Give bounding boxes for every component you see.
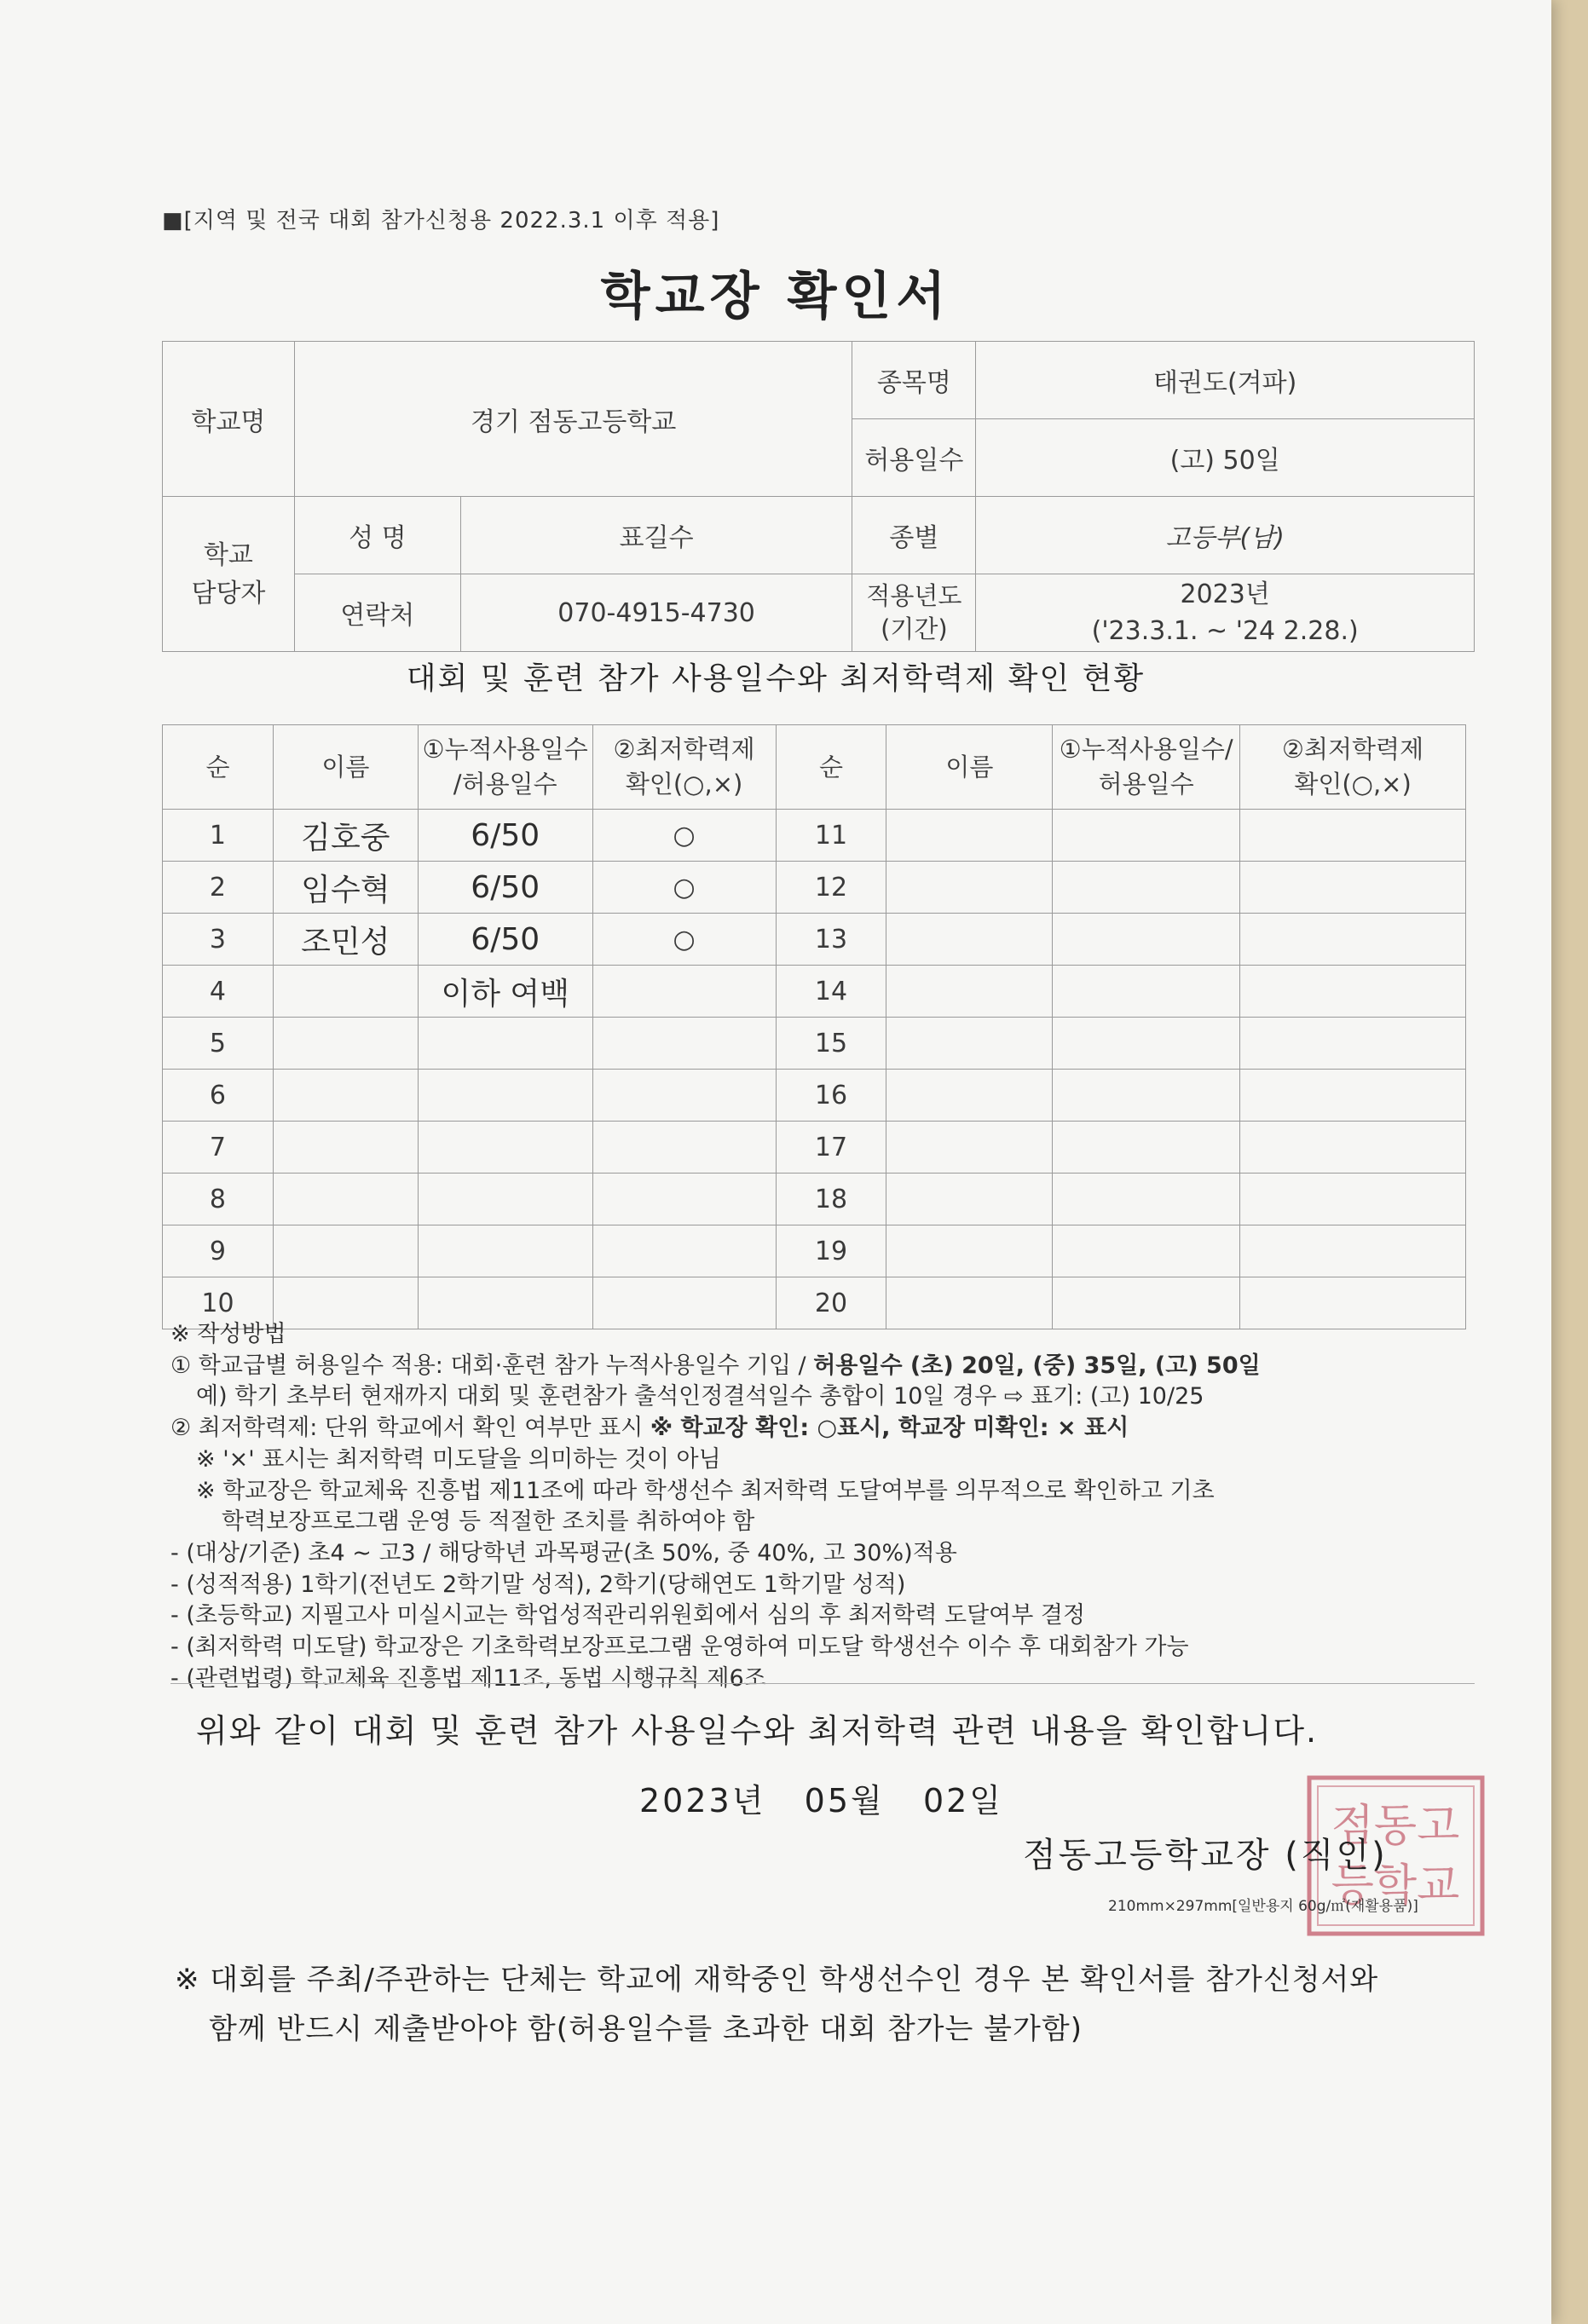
row-number: 14 [776,966,886,1018]
division-label: 종별 [852,497,976,574]
school-info-table [162,341,1475,652]
student-name [886,1174,1053,1225]
days-used [1053,1070,1240,1122]
division-value: 고등부(남) [976,497,1475,574]
row-number: 3 [163,914,274,966]
allowed-days-label: 허용일수 [852,419,976,497]
contact-value: 070-4915-4730 [460,574,852,652]
student-name [886,1018,1053,1070]
table-row [163,1174,1466,1225]
days-used [418,1174,592,1225]
days-used [418,1225,592,1277]
student-name [273,1225,418,1277]
student-name [273,1122,418,1174]
academic-check [1240,1018,1466,1070]
student-name [273,1174,418,1225]
page-title: 학교장 확인서 [600,267,951,326]
year-cell [976,574,1475,652]
svg-text:등학교: 등학교 [1331,1860,1460,1912]
row-number: 13 [776,914,886,966]
days-used [1053,966,1240,1018]
header-days: ①누적사용일수 /허용일수 [418,725,592,810]
days-used: 6/50 [418,862,592,914]
table-row [163,862,1466,914]
note-line: 학력보장프로그램 운영 등 적절한 조치를 취하여야 함 [222,1508,755,1536]
row-number: 9 [163,1225,274,1277]
student-name: 김호중 [273,810,418,862]
event-label: 종목명 [852,342,976,419]
student-name [886,1070,1053,1122]
academic-check [1240,966,1466,1018]
academic-check [1240,1225,1466,1277]
table-row [163,1225,1466,1277]
student-name: 조민성 [273,914,418,966]
student-name [273,1070,418,1122]
academic-check [1240,810,1466,862]
student-name [886,1225,1053,1277]
divider [170,1683,1475,1684]
note-line: - (관련법령) 학교체육 진흥법 제11조, 동법 시행규칙 제6조 [170,1664,766,1692]
contact-label: 연락처 [294,574,460,652]
note-text: ① 학교급별 허용일수 적용: 대회·훈련 참가 누적사용일수 기입 / [170,1352,814,1379]
row-number: 17 [776,1122,886,1174]
header-name: 이름 [273,725,418,810]
days-used: 6/50 [418,810,592,862]
note-emphasis: 허용일수 (초) 20일, (중) 35일, (고) 50일 [813,1352,1261,1379]
academic-check [592,1070,776,1122]
academic-check [1240,1070,1466,1122]
principal-signature: 점동고등학교장 (직인) [1023,1836,1388,1875]
student-name [886,966,1053,1018]
row-number: 5 [163,1018,274,1070]
manager-name-label: 성 명 [294,497,460,574]
days-used [418,1122,592,1174]
academic-check [592,1225,776,1277]
row-number: 15 [776,1018,886,1070]
header-name-right: 이름 [886,725,1053,810]
student-name [886,914,1053,966]
days-used [1053,862,1240,914]
allowed-days-value: (고) 50일 [976,419,1475,497]
note-line: ※ '×' 표시는 최저학력 미도달을 의미하는 것이 아님 [196,1445,721,1473]
row-number: 2 [163,862,274,914]
svg-text:점동고: 점동고 [1331,1801,1460,1852]
student-name [273,966,418,1018]
table-row [163,914,1466,966]
student-name [886,1122,1053,1174]
table-row [163,810,1466,862]
bottom-note [175,1956,1504,2055]
row-number: 11 [776,810,886,862]
header-days-right: ①누적사용일수/ 허용일수 [1053,725,1240,810]
days-used [1053,1018,1240,1070]
header-academic: ②최저학력제 확인(○,×) [592,725,776,810]
academic-check: ○ [592,914,776,966]
academic-check: ○ [592,810,776,862]
notes-heading: ※ 작성방법 [170,1321,286,1347]
roster-table [162,724,1466,1329]
note-line: 예) 학기 초부터 현재까지 대회 및 훈련참가 출석인정결석일수 총합이 10일 경우 ⇨ 표기: (고) 10/25 [196,1383,1204,1410]
row-number: 7 [163,1122,274,1174]
note-line [170,1413,1500,1445]
confirm-statement: 위와 같이 대회 및 훈련 참가 사용일수와 최저학력 관련 내용을 확인합니다. [196,1712,1319,1750]
table-row [163,1122,1466,1174]
header-no-right: 순 [776,725,886,810]
section-title: 대회 및 훈련 참가 사용일수와 최저학력제 확인 현황 [406,661,1146,696]
days-used: 이하 여백 [418,966,592,1018]
days-used [1053,810,1240,862]
academic-check [592,1122,776,1174]
academic-check [1240,1122,1466,1174]
note-text: ② 최저학력제: 단위 학교에서 확인 여부만 표시 [170,1415,650,1442]
row-number: 18 [776,1174,886,1225]
note-line: - (최저학력 미도달) 학교장은 기초학력보장프로그램 운영하여 미도달 학생선수 이수 후 대회참가 가능 [170,1634,1189,1661]
manager-name-value: 표길수 [460,497,852,574]
days-used [1053,914,1240,966]
period-value: ('23.3.1. ~ '24 2.28.) [1091,616,1359,646]
row-number: 12 [776,862,886,914]
student-name: 임수혁 [273,862,418,914]
school-name-label: 학교명 [163,342,295,497]
bottom-note-line: 함께 반드시 제출받아야 함(허용일수를 초과한 대회 참가는 불가함) [209,2011,1083,2046]
days-used [418,1070,592,1122]
confirm-date: 2023년 05월 02일 [639,1782,1004,1819]
academic-check [1240,862,1466,914]
note-line [170,1351,1500,1382]
row-number: 16 [776,1070,886,1122]
paper-spec: 210mm×297mm[일반용지 60g/㎡(재활용품)] [1108,1898,1418,1915]
days-used [1053,1174,1240,1225]
days-used [418,1018,592,1070]
days-used [1053,1225,1240,1277]
academic-check [1240,914,1466,966]
header-academic-right: ②최저학력제 확인(○,×) [1240,725,1466,810]
note-line: - (성적적용) 1학기(전년도 2학기말 성적), 2학기(당해연도 1학기말 성적) [170,1571,906,1598]
row-number: 20 [776,1277,886,1329]
event-value: 태권도(겨파) [976,342,1475,419]
academic-check: ○ [592,862,776,914]
year-label: 적용년도 (기간) [852,574,976,652]
student-name [273,1018,418,1070]
academic-check [1240,1174,1466,1225]
bottom-note-line: ※ 대회를 주최/주관하는 단체는 학교에 재학중인 학생선수인 경우 본 확인서를 참가신청서와 [175,1963,1379,1997]
roster-header-row [163,725,1466,810]
header-no: 순 [163,725,274,810]
row-number: 8 [163,1174,274,1225]
academic-check [592,1018,776,1070]
instructions [170,1319,1500,1695]
row-number: 19 [776,1225,886,1277]
row-number: 6 [163,1070,274,1122]
student-name [886,810,1053,862]
academic-check [592,966,776,1018]
note-line: - (대상/기준) 초4 ~ 고3 / 해당학년 과목평균(초 50%, 중 40%, 고 30%)적용 [170,1540,957,1567]
row-number: 1 [163,810,274,862]
manager-label: 학교 담당자 [163,497,295,652]
student-name [886,862,1053,914]
table-row [163,1070,1466,1122]
academic-check [592,1174,776,1225]
note-emphasis: ※ 학교장 확인: ○표시, 학교장 미확인: × 표시 [650,1415,1129,1442]
days-used: 6/50 [418,914,592,966]
year-value: 2023년 [1180,579,1270,609]
row-number: 10 [163,1277,274,1329]
days-used [1053,1122,1240,1174]
note-line: - (초등학교) 지필고사 미실시교는 학업성적관리위원회에서 심의 후 최저학력 도달여부 결정 [170,1602,1086,1629]
header-note: ■[지역 및 전국 대회 참가신청용 2022.3.1 이후 적용] [162,208,720,234]
row-number: 4 [163,966,274,1018]
note-line: ※ 학교장은 학교체육 진흥법 제11조에 따라 학생선수 최저학력 도달여부를 의무적으로 확인하고 기초 [196,1477,1215,1504]
school-name-value: 경기 점동고등학교 [294,342,852,497]
table-row [163,966,1466,1018]
table-row [163,1018,1466,1070]
